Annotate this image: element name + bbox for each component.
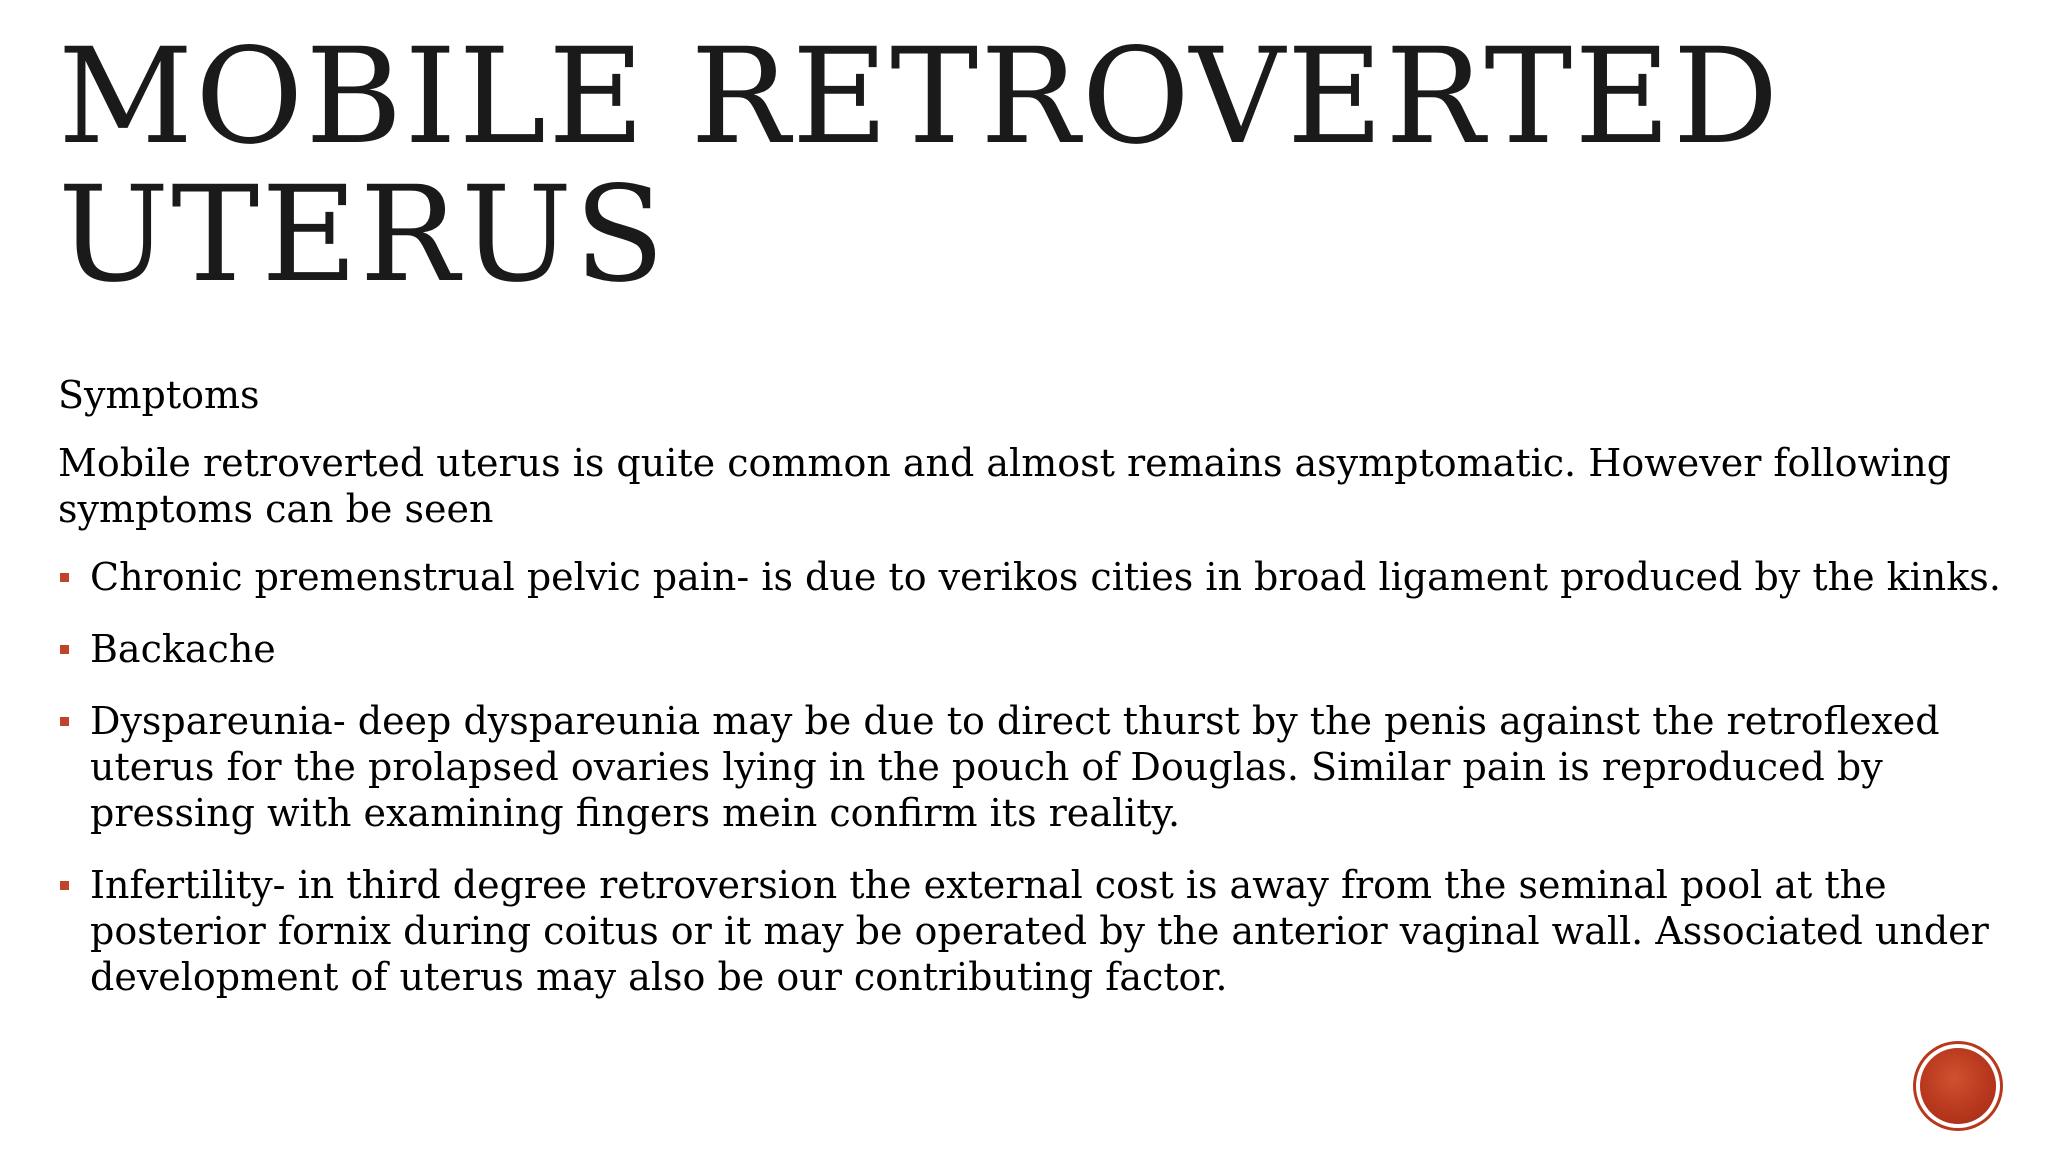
list-item-text: Dyspareunia- deep dyspareunia may be due to direct thurst by the penis against the retroflexed uterus for the prolapsed ovaries lying in the pouch of Douglas. Similar pain is reproduced by pressing with examining fingers mein confirm its reality. xyxy=(90,699,1940,835)
slide-body xyxy=(58,372,2008,1026)
red-circle-icon[interactable] xyxy=(1920,1048,1996,1124)
bullet-square-icon xyxy=(60,573,69,582)
list-item-infertility xyxy=(58,862,2008,1000)
symptoms-heading: Symptoms xyxy=(58,373,260,417)
list-item-text: Chronic premenstrual pelvic pain- is due to verikos cities in broad ligament produced by the kinks. xyxy=(90,555,2001,599)
bullet-square-icon xyxy=(60,881,69,890)
list-item-text: Infertility- in third degree retroversion the external cost is away from the seminal pool at the posterior fornix during coitus or it may be operated by the anterior vaginal wall. Associated under development of uterus may also be our contributing factor. xyxy=(90,863,1989,999)
list-item-backache xyxy=(58,626,2008,672)
symptom-list xyxy=(58,554,2008,1000)
list-item-text: Backache xyxy=(90,627,276,671)
intro-paragraph: Mobile retroverted uterus is quite common and almost remains asymptomatic. However following symptoms can be seen xyxy=(58,441,1952,531)
bullet-square-icon xyxy=(60,717,69,726)
slide-title-line-1: MOBILE RETROVERTED xyxy=(58,20,1781,174)
bullet-square-icon xyxy=(60,645,69,654)
slide-title-line-2: UTERUS xyxy=(58,158,667,312)
list-item-chronic-pain xyxy=(58,554,2008,600)
list-item-dyspareunia xyxy=(58,698,2008,836)
slide-title xyxy=(58,20,1958,312)
